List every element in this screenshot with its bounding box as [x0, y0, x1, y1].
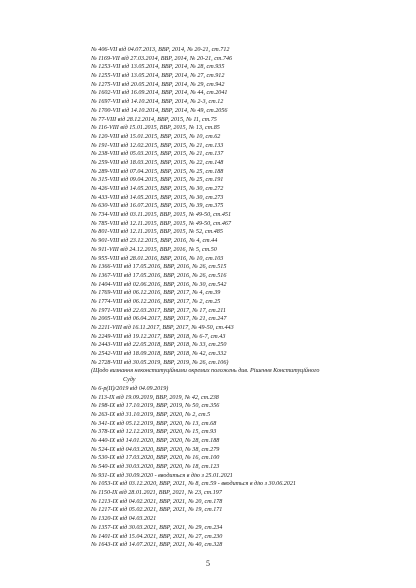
- amendment-line: № 378-IX від 12.12.2019, ВВР, 2020, № 15, ст.93: [91, 429, 217, 436]
- amendment-line: № 630-VIII від 16.07.2015, ВВР, 2015, № 39, ст.375: [91, 203, 224, 210]
- amendment-line: № 1255-VII від 13.05.2014, ВВР, 2014, № 27, ст.912: [91, 73, 225, 80]
- amendment-line: № 1357-IX від 30.03.2021, ВВР, 2021, № 29, ст.234: [91, 524, 223, 531]
- amendments-list: [0, 46, 416, 550]
- amendment-line: № 1253-VII від 13.05.2014, ВВР, 2014, № 28, ст.935: [91, 64, 225, 71]
- amendment-line: № 530-IX від 17.03.2020, ВВР, 2020, № 16, ст.100: [91, 455, 220, 462]
- page-number: 5: [206, 559, 210, 568]
- amendment-line: № 341-IX від 05.12.2019, ВВР, 2020, № 13, ст.68: [91, 420, 217, 427]
- amendment-line: № 77-VIII від 28.12.2014, ВВР, 2015, № 11, ст.75: [91, 116, 217, 123]
- amendment-line: № 1401-IX від 15.04.2021, ВВР, 2021, № 27, ст.230: [91, 533, 223, 540]
- amendment-line: № 734-VIII від 03.11.2015, ВВР, 2015, № 49-50, ст.451: [91, 212, 232, 219]
- amendment-line: № 1367-VIII від 17.05.2016, ВВР, 2016, № 26, ст.516: [91, 272, 227, 279]
- amendment-line: № 113-IX від 19.09.2019, ВВР, 2019, № 42, ст.238: [91, 394, 219, 401]
- amendment-line: № 426-VIII від 14.05.2015, ВВР, 2015, № 30, ст.272: [91, 186, 224, 192]
- amendment-line: № 2542-VIII від 18.09.2018, ВВР, 2018, № 42, ст.332: [91, 351, 227, 358]
- amendment-line: № 289-VIII від 07.04.2015, ВВР, 2015, № 25, ст.188: [91, 168, 224, 175]
- amendment-line: № 116-VIII від 15.01.2015, ВВР, 2015, № 13, ст.85: [91, 125, 220, 132]
- amendment-line: № 1643-IX від 14.07.2021, ВВР, 2021, № 40, ст.328: [91, 542, 223, 549]
- amendment-line: № 1697-VII від 14.10.2014, ВВР, 2014, № 2-3, ст.12: [91, 99, 224, 106]
- amendment-line: № 433-VIII від 14.05.2015, ВВР, 2015, № 30, ст.273: [91, 194, 224, 201]
- amendment-line: № 1150-IX від 28.01.2021, ВВР, 2021, № 23, ст.197: [91, 490, 222, 497]
- amendment-line: № 1053-IX від 03.12.2020, ВВР, 2021, № 8, ст.59 - вводиться в дію з 30.06.2021: [91, 481, 296, 488]
- amendment-line: № 440-IX від 14.01.2020, ВВР, 2020, № 28, ст.188: [91, 437, 220, 444]
- amendment-line: № 1700-VII від 14.10.2014, ВВР, 2014, № 49, ст.2056: [91, 107, 228, 114]
- amendment-line: № 1169-VII від 27.03.2014, ВВР, 2014, № 20-21, ст.746: [91, 55, 233, 62]
- amendment-line: № 1769-VIII від 06.12.2016, ВВР, 2017, № 4, ст.39: [91, 290, 221, 297]
- amendment-line: № 259-VIII від 18.03.2015, ВВР, 2015, № 22, ст.148: [91, 159, 224, 166]
- amendment-line: (Щодо визнання неконституційними окремих положень див. Рішення Конституційного: [91, 368, 320, 375]
- amendment-line: № 1366-VIII від 17.05.2016, ВВР, 2016, № 26, ст.515: [91, 264, 227, 271]
- amendment-line: № 2728-VIII від 30.05.2019, ВВР, 2019, № 26, ст.106): [91, 359, 229, 366]
- amendment-line: № 1774-VIII від 06.12.2016, ВВР, 2017, № 2, ст.25: [91, 298, 221, 305]
- amendment-line: № 315-VIII від 09.04.2015, ВВР, 2015, № 25, ст.191: [91, 177, 224, 184]
- amendment-line: № 524-IX від 04.03.2020, ВВР, 2020, № 38, ст.279: [91, 446, 220, 453]
- amendment-line: № 2211-VIII від 16.11.2017, ВВР, 2017, № 49-50, ст.443: [91, 325, 234, 331]
- amendment-line: № 911-VIII від 24.12.2015, ВВР, 2016, № 5, ст.50: [91, 246, 217, 253]
- amendment-line: № 1602-VII від 16.09.2014, ВВР, 2014, № 44, ст.2041: [91, 90, 228, 97]
- amendment-line: № 785-VIII від 12.11.2015, ВВР, 2015, № 49-50, ст.467: [91, 220, 232, 227]
- amendment-line: № 901-VIII від 23.12.2015, ВВР, 2016, № 4, ст.44: [91, 238, 218, 245]
- amendment-line: № 120-VIII від 15.01.2015, ВВР, 2015, № 10, ст.62: [91, 133, 221, 140]
- amendment-line: № 2005-VIII від 06.04.2017, ВВР, 2017, № 21, ст.247: [91, 316, 227, 323]
- amendment-line: № 238-VIII від 05.03.2015, ВВР, 2015, № 21, ст.137: [91, 151, 224, 158]
- amendment-line: № 1217-IX від 05.02.2021, ВВР, 2021, № 19, ст.171: [91, 507, 223, 514]
- amendment-line: № 2443-VIII від 22.05.2018, ВВР, 2018, № 33, ст.250: [91, 342, 227, 349]
- amendment-line: № 955-VIII від 28.01.2016, ВВР, 2016, № 10, ст.103: [91, 255, 224, 262]
- amendment-line: № 198-IX від 17.10.2019, ВВР, 2019, № 50, ст.356: [91, 403, 220, 410]
- amendment-line: № 406-VII від 04.07.2013, ВВР, 2014, № 20-21, ст.712: [91, 47, 230, 53]
- amendment-line: № 1404-VIII від 02.06.2016, ВВР, 2016, № 30, ст.542: [91, 281, 227, 288]
- amendment-line: № 263-IX від 31.10.2019, ВВР, 2020, № 2, ст.5: [91, 411, 211, 418]
- amendment-line: № 540-IX від 30.03.2020, ВВР, 2020, № 18, ст.123: [91, 464, 220, 470]
- amendment-line: № 191-VIII від 12.02.2015, ВВР, 2015, № 21, ст.133: [91, 142, 224, 149]
- amendment-line: Суду: [123, 377, 136, 384]
- amendment-line: № 1213-IX від 04.02.2021, ВВР, 2021, № 20, ст.178: [91, 498, 223, 505]
- amendment-line: № 1275-VII від 20.05.2014, ВВР, 2014, № 29, ст.942: [91, 81, 225, 88]
- amendment-line: № 931-IX від 30.09.2020 - вводиться в дію з 25.01.2021: [91, 472, 233, 479]
- amendment-line: № 1971-VIII від 22.03.2017, ВВР, 2017, № 17, ст.211: [91, 307, 226, 314]
- amendment-line: № 801-VIII від 12.11.2015, ВВР, 2015, № 52, ст.485: [91, 229, 223, 236]
- amendment-line: № 6-р(II)/2019 від 04.09.2019): [91, 385, 169, 392]
- amendment-line: № 2249-VIII від 19.12.2017, ВВР, 2018, № 6-7, ст.43: [91, 333, 226, 340]
- amendment-line: № 1320-IX від 04.03.2021: [91, 516, 157, 523]
